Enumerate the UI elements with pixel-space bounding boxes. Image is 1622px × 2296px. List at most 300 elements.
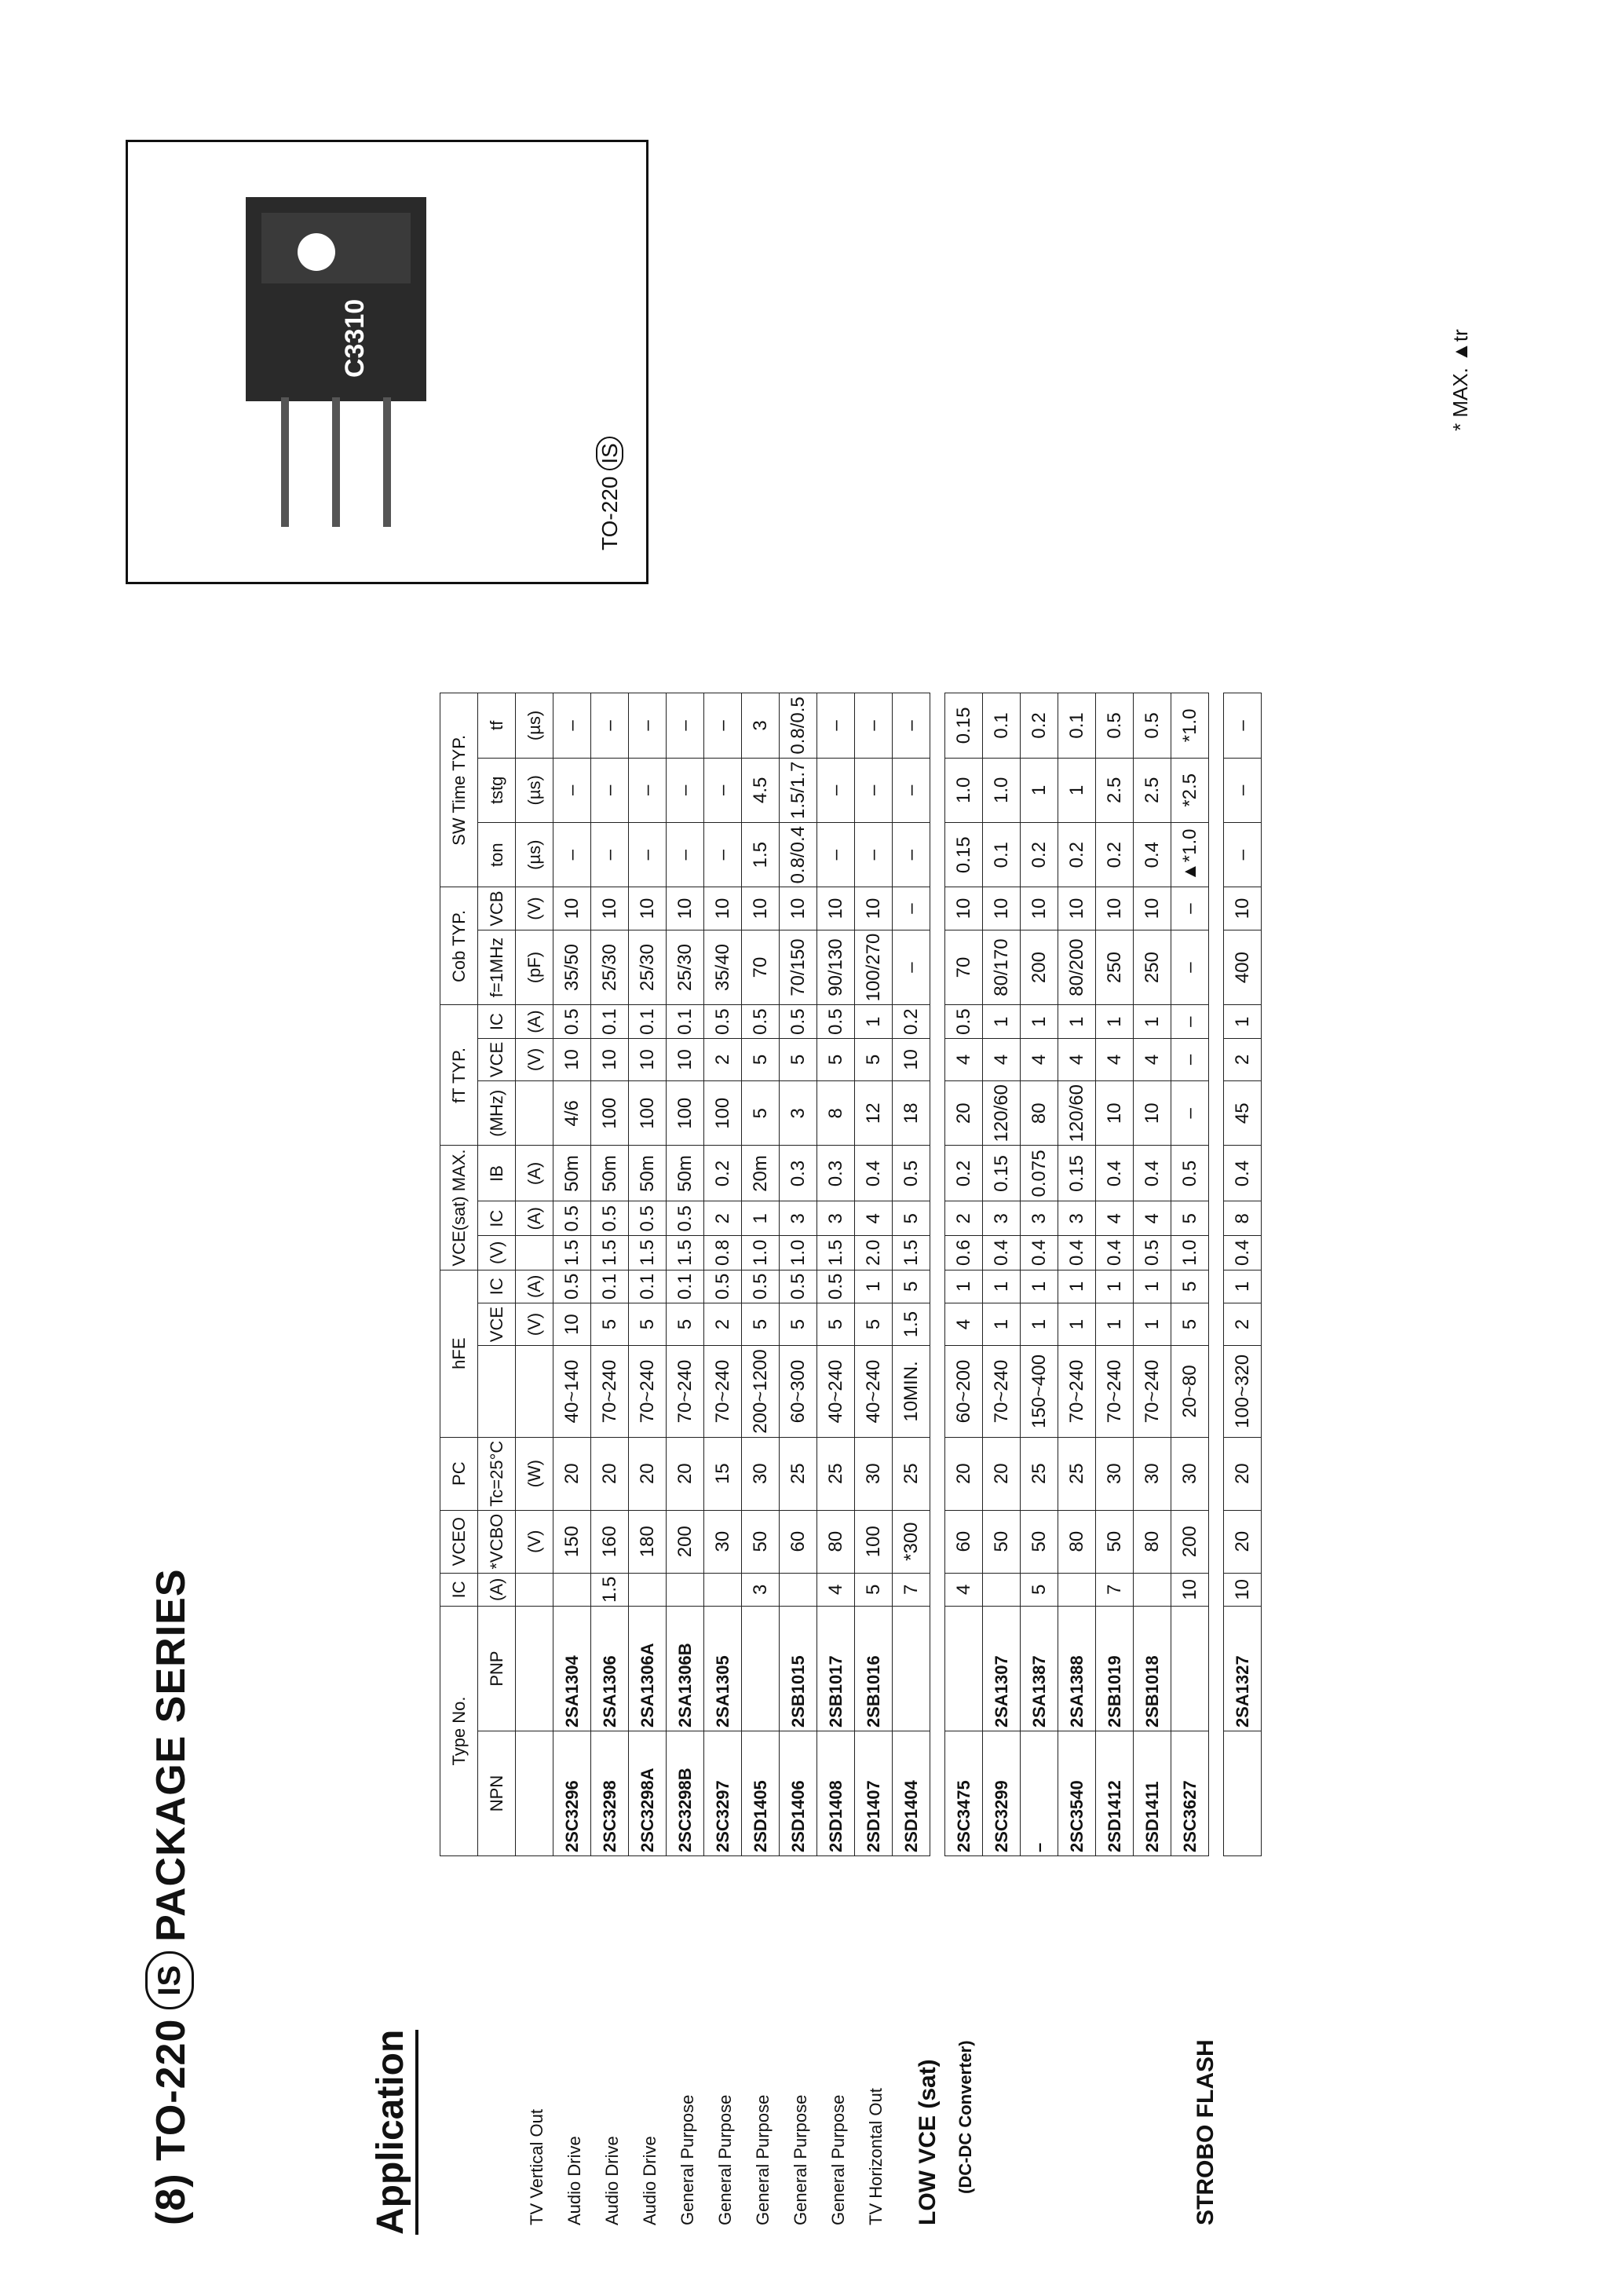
cell-s-ib: 0.4	[855, 1146, 893, 1201]
hfe-vce-unit: (V)	[516, 1303, 553, 1345]
cell-f-ic: 0.2	[893, 1005, 930, 1038]
blank-cell	[516, 1346, 553, 1437]
cell-cob: 100/270	[855, 930, 893, 1005]
cell-cob: 80/200	[1058, 930, 1096, 1005]
cell-h-ic: 0.5	[553, 1270, 591, 1303]
cell-pnp: 2SB1015	[780, 1607, 817, 1731]
table-row	[855, 693, 893, 1856]
cell-tf: –	[893, 693, 930, 758]
tf-unit: (µs)	[516, 693, 553, 758]
cob-unit: (pF)	[516, 930, 553, 1005]
cell-s-v: 1.5	[667, 1236, 704, 1270]
ft-header: fT TYP.	[440, 1005, 478, 1146]
table-row	[667, 693, 704, 1856]
cell-f-ic: 1	[1021, 1005, 1058, 1038]
cell-f-ic: 1	[983, 1005, 1021, 1038]
cell-cob: 35/50	[553, 930, 591, 1005]
cell-tf: 0.5	[1134, 693, 1171, 758]
cell-h-ic: 1	[983, 1270, 1021, 1303]
cell-ft: 20	[945, 1081, 983, 1146]
spec-table	[440, 693, 1262, 1856]
cell-s-ib: 0.15	[1058, 1146, 1096, 1201]
cell-hfe: 60~300	[780, 1346, 817, 1437]
cell-s-v: 1.5	[553, 1236, 591, 1270]
cell-npn: 2SD1407	[855, 1731, 893, 1856]
table-row	[704, 693, 742, 1856]
cell-npn: 2SC3540	[1058, 1731, 1096, 1856]
cell-f-ic: 1	[1224, 1005, 1262, 1038]
cell-ton: 1.5	[742, 823, 780, 887]
cell-hfe: 70~240	[983, 1346, 1021, 1437]
cell-ton: –	[817, 823, 855, 887]
cell-hfe: 100~320	[1224, 1346, 1262, 1437]
application-label: LOW VCE (sat)	[915, 2059, 941, 2225]
cell-vcb: 10	[553, 887, 591, 930]
cell-vceo: 60	[945, 1510, 983, 1573]
cell-f-vce: 5	[817, 1038, 855, 1080]
cell-f-ic: 0.5	[704, 1005, 742, 1038]
cell-ic	[1134, 1573, 1171, 1606]
cell-cob: 200	[1021, 930, 1058, 1005]
cell-tf: –	[855, 693, 893, 758]
package-label-circle: IS	[596, 437, 623, 470]
table-row	[742, 693, 780, 1856]
cell-tstg: –	[704, 758, 742, 822]
cell-ft: 45	[1224, 1081, 1262, 1146]
cell-f-vce: 10	[893, 1038, 930, 1080]
cell-cob: 25/30	[591, 930, 629, 1005]
table-row	[780, 693, 817, 1856]
cell-s-ib: 0.4	[1096, 1146, 1134, 1201]
cell-cob: 80/170	[983, 930, 1021, 1005]
cell-tf: –	[704, 693, 742, 758]
blank-cell	[516, 1236, 553, 1270]
cell-ft: 10	[1134, 1081, 1171, 1146]
cell-h-ic: 1	[1096, 1270, 1134, 1303]
ton-header: ton	[478, 823, 516, 887]
cell-hfe: 60~200	[945, 1346, 983, 1437]
cell-ic: 7	[1096, 1573, 1134, 1606]
cell-ic	[983, 1573, 1021, 1606]
table-row	[553, 693, 591, 1856]
cell-tf: –	[667, 693, 704, 758]
cell-pnp: 2SB1017	[817, 1607, 855, 1731]
cell-ft: 100	[667, 1081, 704, 1146]
cell-tstg: 1.0	[945, 758, 983, 822]
cell-f-ic: 1	[855, 1005, 893, 1038]
cell-h-ic: 0.1	[667, 1270, 704, 1303]
cell-ton: –	[704, 823, 742, 887]
npn-header: NPN	[478, 1731, 516, 1856]
cell-ic	[704, 1573, 742, 1606]
package-label	[597, 437, 623, 550]
cell-f-vce: 4	[1058, 1038, 1096, 1080]
cell-pnp: 2SA1387	[1021, 1607, 1058, 1731]
cell-s-v: 0.5	[1134, 1236, 1171, 1270]
cell-pc: 20	[553, 1437, 591, 1510]
hfe-ic-header: IC	[478, 1270, 516, 1303]
cell-tstg: –	[553, 758, 591, 822]
application-label: General Purpose	[678, 2094, 697, 2225]
cell-s-v: 0.4	[1058, 1236, 1096, 1270]
cell-ic	[553, 1573, 591, 1606]
header-row-2	[478, 693, 516, 1856]
cell-ton: 0.2	[1096, 823, 1134, 887]
cell-f-vce: 4	[1021, 1038, 1058, 1080]
cell-h-vce: 1	[1058, 1303, 1096, 1345]
cell-ic: 3	[742, 1573, 780, 1606]
cell-vceo: 20	[1224, 1510, 1262, 1573]
cell-s-ib: 0.075	[1021, 1146, 1058, 1201]
title-circle-mark: IS	[145, 1951, 194, 2009]
cell-pnp: 2SA1306	[591, 1607, 629, 1731]
ic-header: IC	[440, 1573, 478, 1606]
cell-pc: 25	[893, 1437, 930, 1510]
cell-cob: 35/40	[704, 930, 742, 1005]
vcb-header: VCB	[478, 887, 516, 930]
cell-npn: 2SC3296	[553, 1731, 591, 1856]
cell-h-ic: 0.5	[780, 1270, 817, 1303]
cell-pnp: 2SA1305	[704, 1607, 742, 1731]
cell-s-v: 1.5	[629, 1236, 667, 1270]
ft-ic-header: IC	[478, 1005, 516, 1038]
cell-tstg: –	[1224, 758, 1262, 822]
cell-h-ic: 1	[1224, 1270, 1262, 1303]
cell-pnp: 2SA1327	[1224, 1607, 1262, 1731]
cell-ton: ▲*1.0	[1171, 823, 1209, 887]
cell-h-vce: 1.5	[893, 1303, 930, 1345]
cell-h-ic: 0.1	[629, 1270, 667, 1303]
cell-hfe: 70~240	[1058, 1346, 1096, 1437]
lead-2	[332, 397, 340, 527]
cell-s-ic: 0.5	[667, 1201, 704, 1236]
sw-header: SW Time TYP.	[440, 693, 478, 887]
cell-vceo: 80	[1134, 1510, 1171, 1573]
cell-s-ic: 4	[855, 1201, 893, 1236]
cell-ton: 0.2	[1021, 823, 1058, 887]
cell-h-ic: 0.5	[704, 1270, 742, 1303]
cell-pnp: 2SA1388	[1058, 1607, 1096, 1731]
group-separator	[930, 693, 945, 1856]
cell-pnp: 2SB1019	[1096, 1607, 1134, 1731]
table-row	[1021, 693, 1058, 1856]
cell-tstg: 1.5/1.7	[780, 758, 817, 822]
cell-ft: 5	[742, 1081, 780, 1146]
tf-header: tf	[478, 693, 516, 758]
title-prefix: TO-220	[148, 2018, 194, 2161]
application-label: Audio Drive	[640, 2136, 659, 2225]
transistor-package-image	[128, 142, 646, 582]
cell-ic: 5	[855, 1573, 893, 1606]
spec-table-wrap	[440, 693, 1262, 1856]
table-row	[629, 693, 667, 1856]
cell-ic: 5	[1021, 1573, 1058, 1606]
cell-s-ib: 0.15	[983, 1146, 1021, 1201]
cell-h-ic: 0.1	[591, 1270, 629, 1303]
cell-vcb: –	[893, 887, 930, 930]
cell-npn: –	[1021, 1731, 1058, 1856]
cell-npn: 2SD1405	[742, 1731, 780, 1856]
cell-s-ic: 0.5	[629, 1201, 667, 1236]
cell-ft: 10	[1096, 1081, 1134, 1146]
cell-h-vce: 5	[780, 1303, 817, 1345]
cell-cob: 400	[1224, 930, 1262, 1005]
cell-tstg: –	[855, 758, 893, 822]
cell-cob: 70	[945, 930, 983, 1005]
cell-s-ib: 20m	[742, 1146, 780, 1201]
cell-npn: 2SC3298B	[667, 1731, 704, 1856]
cell-ft: 8	[817, 1081, 855, 1146]
table-row	[1058, 693, 1096, 1856]
cell-pc: 15	[704, 1437, 742, 1510]
cell-tf: –	[629, 693, 667, 758]
cell-ft: 12	[855, 1081, 893, 1146]
cell-ton: –	[1224, 823, 1262, 887]
cell-ic: 4	[945, 1573, 983, 1606]
cell-hfe: 40~140	[553, 1346, 591, 1437]
cell-f-vce: 4	[1134, 1038, 1171, 1080]
cell-vceo: 200	[1171, 1510, 1209, 1573]
cell-pnp: 2SA1306B	[667, 1607, 704, 1731]
cell-tstg: –	[591, 758, 629, 822]
cell-npn: 2SD1406	[780, 1731, 817, 1856]
cell-pnp: 2SB1018	[1134, 1607, 1171, 1731]
hfe-blank	[478, 1346, 516, 1437]
cell-hfe: 70~240	[1096, 1346, 1134, 1437]
cell-tstg: –	[667, 758, 704, 822]
separator-cell	[1209, 693, 1224, 1856]
cell-ic	[629, 1573, 667, 1606]
cell-s-ic: 3	[983, 1201, 1021, 1236]
cell-pc: 25	[817, 1437, 855, 1510]
cell-ic	[1058, 1573, 1096, 1606]
cell-h-vce: 1	[1096, 1303, 1134, 1345]
cell-f-vce: 10	[667, 1038, 704, 1080]
cell-f-vce: 4	[1096, 1038, 1134, 1080]
vceo-header: VCEO	[440, 1510, 478, 1573]
cell-s-v: 0.4	[1096, 1236, 1134, 1270]
header-row-3	[516, 693, 553, 1856]
cell-tf: 0.15	[945, 693, 983, 758]
cell-tf: –	[817, 693, 855, 758]
blank-cell	[516, 1731, 553, 1856]
sat-ic-unit: (A)	[516, 1201, 553, 1236]
table-row	[1224, 693, 1262, 1856]
cell-s-v: 0.8	[704, 1236, 742, 1270]
cell-h-ic: 1	[1021, 1270, 1058, 1303]
cell-f-vce: 2	[704, 1038, 742, 1080]
separator-cell	[930, 693, 945, 1856]
cell-tf: –	[553, 693, 591, 758]
cell-ic: 7	[893, 1573, 930, 1606]
application-list	[518, 2039, 1225, 2225]
cell-h-vce: 5	[1171, 1303, 1209, 1345]
tstg-header: tstg	[478, 758, 516, 822]
cell-tstg: –	[629, 758, 667, 822]
cell-vceo: 50	[742, 1510, 780, 1573]
cell-tf: 0.1	[1058, 693, 1096, 758]
cell-vceo: 180	[629, 1510, 667, 1573]
cell-s-ic: 1	[742, 1201, 780, 1236]
cell-s-v: 2.0	[855, 1236, 893, 1270]
package-tab	[261, 213, 411, 283]
ft-vce-header: VCE	[478, 1038, 516, 1080]
cell-hfe: 40~240	[817, 1346, 855, 1437]
application-label: General Purpose	[791, 2094, 810, 2225]
cell-f-ic: 0.1	[629, 1005, 667, 1038]
cell-vcb: 10	[780, 887, 817, 930]
vceo-unit: (V)	[516, 1510, 553, 1573]
application-label	[1060, 2039, 1098, 2225]
cell-tf: 0.5	[1096, 693, 1134, 758]
cell-tstg: 2.5	[1134, 758, 1171, 822]
package-marking: C3310	[340, 298, 370, 378]
cell-npn: 2SD1408	[817, 1731, 855, 1856]
cell-ft: 120/60	[983, 1081, 1021, 1146]
table-row	[893, 693, 930, 1856]
cell-h-vce: 2	[1224, 1303, 1262, 1345]
cell-ft: –	[1171, 1081, 1209, 1146]
cell-s-ic: 8	[1224, 1201, 1262, 1236]
cell-s-ib: 0.5	[893, 1146, 930, 1201]
cell-s-ib: 0.4	[1224, 1146, 1262, 1201]
ft-ic-unit: (A)	[516, 1005, 553, 1038]
cell-cob: 250	[1134, 930, 1171, 1005]
application-label: (DC-DC Converter)	[955, 2040, 975, 2194]
cell-f-ic: 0.5	[780, 1005, 817, 1038]
cell-ic: 10	[1224, 1573, 1262, 1606]
cell-s-ic: 5	[1171, 1201, 1209, 1236]
cell-ton: –	[553, 823, 591, 887]
cell-hfe: 70~240	[704, 1346, 742, 1437]
cell-s-ib: 0.2	[945, 1146, 983, 1201]
cell-vcb: 10	[629, 887, 667, 930]
cell-ton: 0.15	[945, 823, 983, 887]
cell-vcb: 10	[1224, 887, 1262, 930]
cell-s-ib: 0.4	[1134, 1146, 1171, 1201]
blank-cell	[516, 1081, 553, 1146]
cell-s-ic: 3	[1058, 1201, 1096, 1236]
application-label: General Purpose	[753, 2094, 773, 2225]
vcb-unit: (V)	[516, 887, 553, 930]
cell-npn: 2SC3299	[983, 1731, 1021, 1856]
cell-f-ic: 1	[1134, 1005, 1171, 1038]
cell-hfe: 200~1200	[742, 1346, 780, 1437]
cell-s-ib: 0.3	[817, 1146, 855, 1201]
pc-cond: Tc=25°C	[478, 1437, 516, 1510]
hfe-ic-unit: (A)	[516, 1270, 553, 1303]
cell-vcb: 10	[742, 887, 780, 930]
cell-tstg: 1	[1021, 758, 1058, 822]
blank-cell	[516, 1573, 553, 1606]
cell-tstg: 4.5	[742, 758, 780, 822]
cell-f-ic: –	[1171, 1005, 1209, 1038]
cell-vceo: 150	[553, 1510, 591, 1573]
cell-h-vce: 5	[629, 1303, 667, 1345]
cell-s-ic: 2	[945, 1201, 983, 1236]
cell-ic	[667, 1573, 704, 1606]
cell-pnp: 2SA1306A	[629, 1607, 667, 1731]
table-row	[945, 693, 983, 1856]
cell-vcb: 10	[704, 887, 742, 930]
cell-vceo: 50	[983, 1510, 1021, 1573]
cell-pc: 20	[1224, 1437, 1262, 1510]
cell-tstg: 1	[1058, 758, 1096, 822]
cell-s-ic: 2	[704, 1201, 742, 1236]
cell-pc: 30	[1171, 1437, 1209, 1510]
application-label: TV Vertical Out	[527, 2109, 546, 2225]
cell-f-ic: 1	[1096, 1005, 1134, 1038]
cell-pc: 30	[1134, 1437, 1171, 1510]
cell-tstg: 2.5	[1096, 758, 1134, 822]
cell-f-vce: 2	[1224, 1038, 1262, 1080]
cell-ft: 100	[629, 1081, 667, 1146]
cell-h-vce: 5	[817, 1303, 855, 1345]
lead-1	[281, 397, 289, 527]
hfe-vce-header: VCE	[478, 1303, 516, 1345]
cell-tf: 0.1	[983, 693, 1021, 758]
cell-vceo: 80	[817, 1510, 855, 1573]
cell-h-ic: 0.5	[817, 1270, 855, 1303]
cell-vceo: 30	[704, 1510, 742, 1573]
cell-vceo: 80	[1058, 1510, 1096, 1573]
cell-h-ic: 5	[1171, 1270, 1209, 1303]
cell-pc: 20	[945, 1437, 983, 1510]
ft-vce-unit: (V)	[516, 1038, 553, 1080]
cell-vcb: 10	[667, 887, 704, 930]
cell-vcb: 10	[1096, 887, 1134, 930]
cell-s-ib: 0.3	[780, 1146, 817, 1201]
cell-s-ic: 0.5	[553, 1201, 591, 1236]
hfe-header: hFE	[440, 1270, 478, 1437]
cell-s-ib: 50m	[629, 1146, 667, 1201]
cell-f-vce: 10	[629, 1038, 667, 1080]
cell-tstg: –	[817, 758, 855, 822]
cell-f-ic: 0.1	[667, 1005, 704, 1038]
application-label	[985, 2039, 1022, 2225]
cell-f-vce: –	[1171, 1038, 1209, 1080]
cell-h-vce: 1	[1134, 1303, 1171, 1345]
cell-hfe: 70~240	[629, 1346, 667, 1437]
type-no-header: Type No.	[440, 1607, 478, 1856]
cell-npn: 2SD1404	[893, 1731, 930, 1856]
cob-header: Cob TYP.	[440, 887, 478, 1005]
cell-s-v: 1.0	[1171, 1236, 1209, 1270]
cell-s-v: 0.4	[1021, 1236, 1058, 1270]
cell-vcb: 10	[945, 887, 983, 930]
spec-table-body	[553, 693, 1262, 1856]
cell-f-vce: 10	[553, 1038, 591, 1080]
app-spacer	[1173, 2039, 1187, 2225]
application-label: Audio Drive	[602, 2136, 622, 2225]
table-row	[591, 693, 629, 1856]
cell-f-ic: 1	[1058, 1005, 1096, 1038]
cell-h-ic: 1	[1058, 1270, 1096, 1303]
cell-pc: 20	[629, 1437, 667, 1510]
application-label: STROBO FLASH	[1193, 2039, 1218, 2225]
cell-tf: –	[1224, 693, 1262, 758]
cell-tf: 0.8/0.5	[780, 693, 817, 758]
package-label-text: TO-220	[597, 476, 622, 550]
table-row	[817, 693, 855, 1856]
cell-ft: 80	[1021, 1081, 1058, 1146]
cell-s-ic: 4	[1096, 1201, 1134, 1236]
cell-h-ic: 1	[1134, 1270, 1171, 1303]
cell-vcb: 10	[1021, 887, 1058, 930]
table-row	[1134, 693, 1171, 1856]
cell-f-ic: 0.5	[945, 1005, 983, 1038]
cell-vceo: 100	[855, 1510, 893, 1573]
